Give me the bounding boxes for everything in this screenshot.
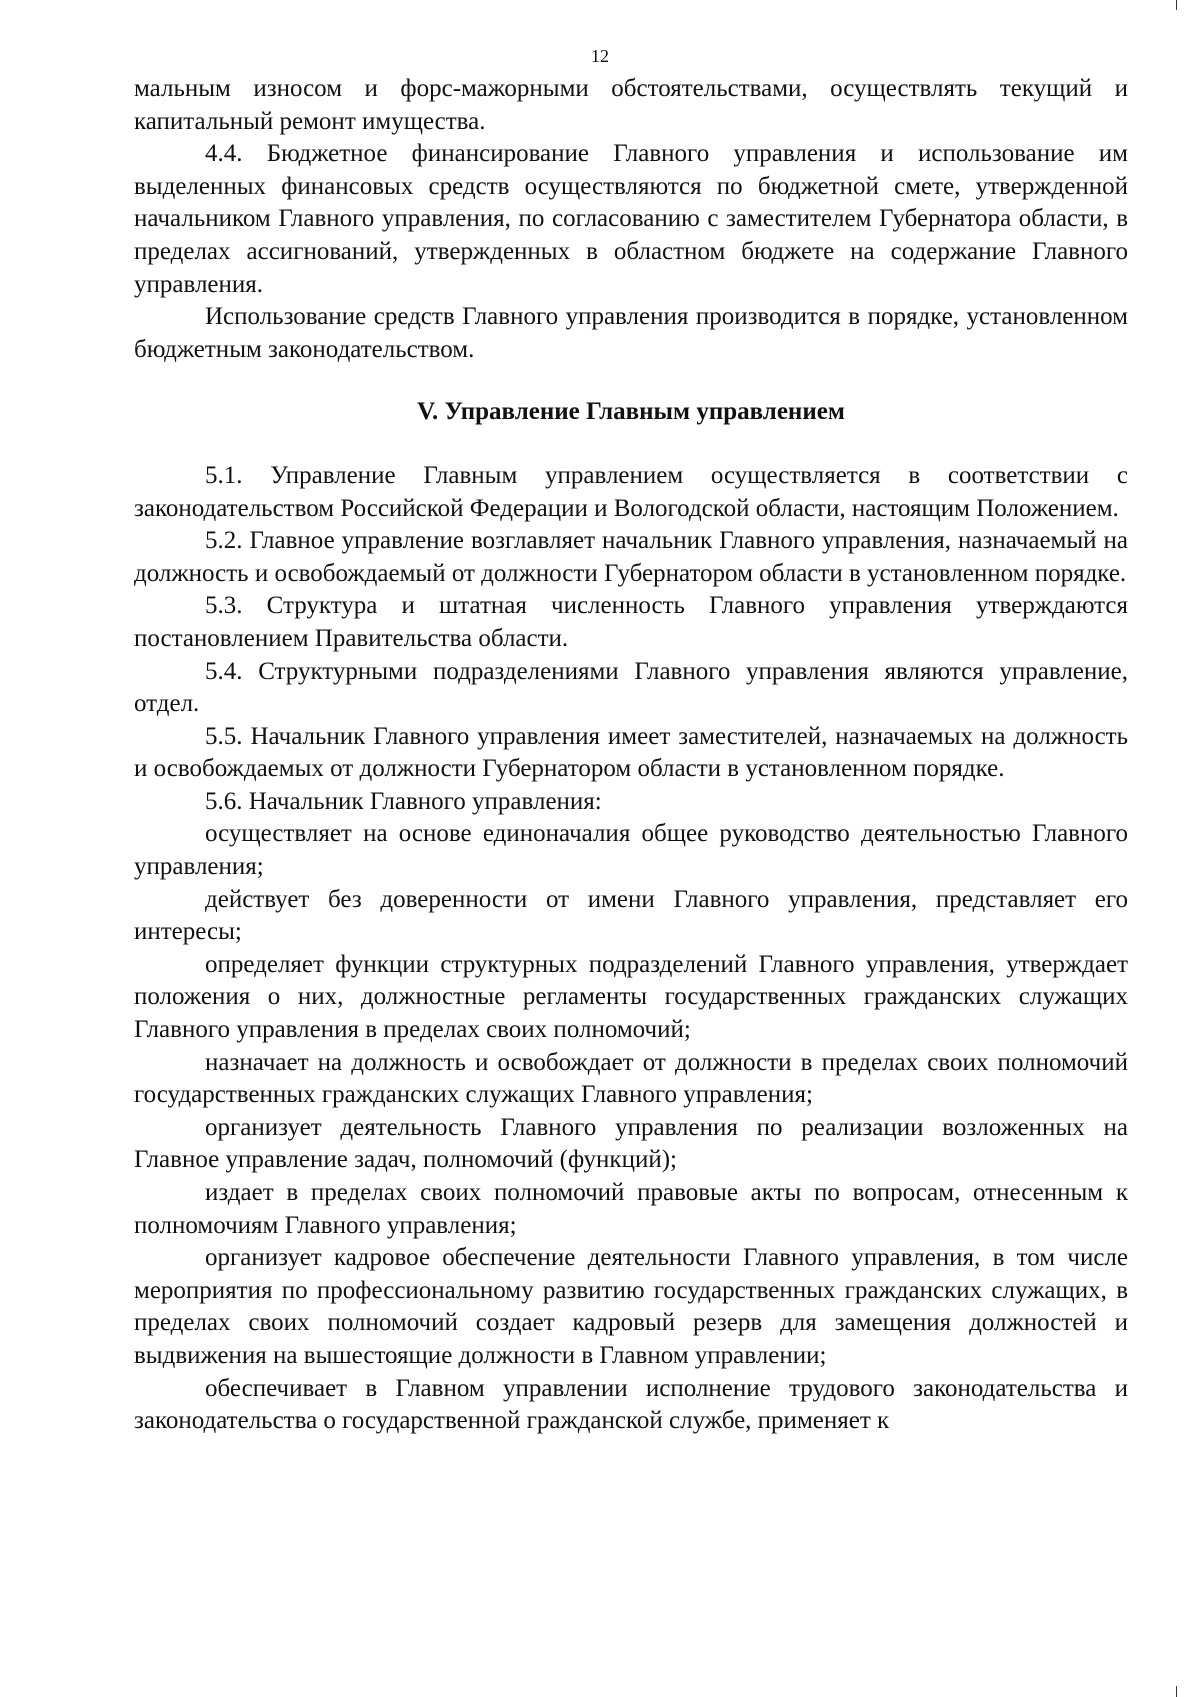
paragraph: определяет функции структурных подразделений Главного управления, утверждает положения о них, должностные регламенты государственных гражданских служащих Главного управления в пределах своих полномочий; bbox=[134, 950, 1128, 1044]
paragraph: 5.4. Структурными подразделениями Главного управления являются управление, отдел. bbox=[134, 657, 1128, 718]
paragraph: действует без доверенности от имени Главного управления, представляет его интересы; bbox=[134, 885, 1128, 946]
paragraph: 5.2. Главное управление возглавляет начальник Главного управления, назначаемый на должность и освобождаемый от должности Губернатором области в установленном порядке. bbox=[134, 527, 1128, 587]
paragraph: 5.1. Управление Главным управлением осуществляется в соответствии с законодательством Российской Федерации и Вологодской области, настоящим Положением. bbox=[134, 461, 1128, 522]
scan-mark-top-right bbox=[1176, 0, 1177, 10]
document-body bbox=[134, 73, 1128, 1438]
page-number: 12 bbox=[591, 46, 609, 66]
paragraph: организует кадровое обеспечение деятельности Главного управления, в том числе мероприятия по профессиональному развитию государственных гражданских служащих, в пределах своих полномочий создает кадровый резерв для замещения должностей и выдвижения на вышестоящие должности в Главном управлении; bbox=[134, 1244, 1128, 1369]
paragraph: 4.4. Бюджетное финансирование Главного управления и использование им выделенных финансовых средств осуществляются по бюджетной смете, утвержденной начальником Главного управления, по согласованию с заместителем Губернатора области, в пределах ассигнований, утвержденных в областном бюджете на содержание Главного управления. bbox=[134, 140, 1128, 298]
scan-mark-bottom-right bbox=[1176, 1686, 1177, 1697]
paragraph: мальным износом и форс-мажорными обстоятельствами, осуществлять текущий и капитальный ремонт имущества. bbox=[134, 75, 1128, 135]
paragraph: назначает на должность и освобождает от должности в пределах своих полномочий государственных гражданских служащих Главного управления; bbox=[134, 1048, 1128, 1109]
paragraph: осуществляет на основе единоначалия общее руководство деятельностью Главного управления; bbox=[134, 820, 1128, 881]
paragraph: издает в пределах своих полномочий правовые акты по вопросам, отнесенным к полномочиям Главного управления; bbox=[134, 1179, 1128, 1239]
paragraph: обеспечивает в Главном управлении исполнение трудового законодательства и законодательства о государственной гражданской службе, применяет к bbox=[134, 1374, 1128, 1435]
paragraph: 5.3. Структура и штатная численность Главного управления утверждаются постановлением Правительства области. bbox=[134, 592, 1128, 652]
paragraph: Использование средств Главного управления производится в порядке, установленном бюджетным законодательством. bbox=[134, 303, 1128, 363]
paragraph: 5.6. Начальник Главного управления: bbox=[205, 787, 602, 815]
section-heading: V. Управление Главным управлением bbox=[417, 398, 845, 426]
paragraph: организует деятельность Главного управления по реализации возложенных на Главное управление задач, полномочий (функций); bbox=[134, 1113, 1128, 1174]
paragraph: 5.5. Начальник Главного управления имеет заместителей, назначаемых на должность и освобождаемых от должности Губернатором области в установленном порядке. bbox=[134, 722, 1128, 783]
